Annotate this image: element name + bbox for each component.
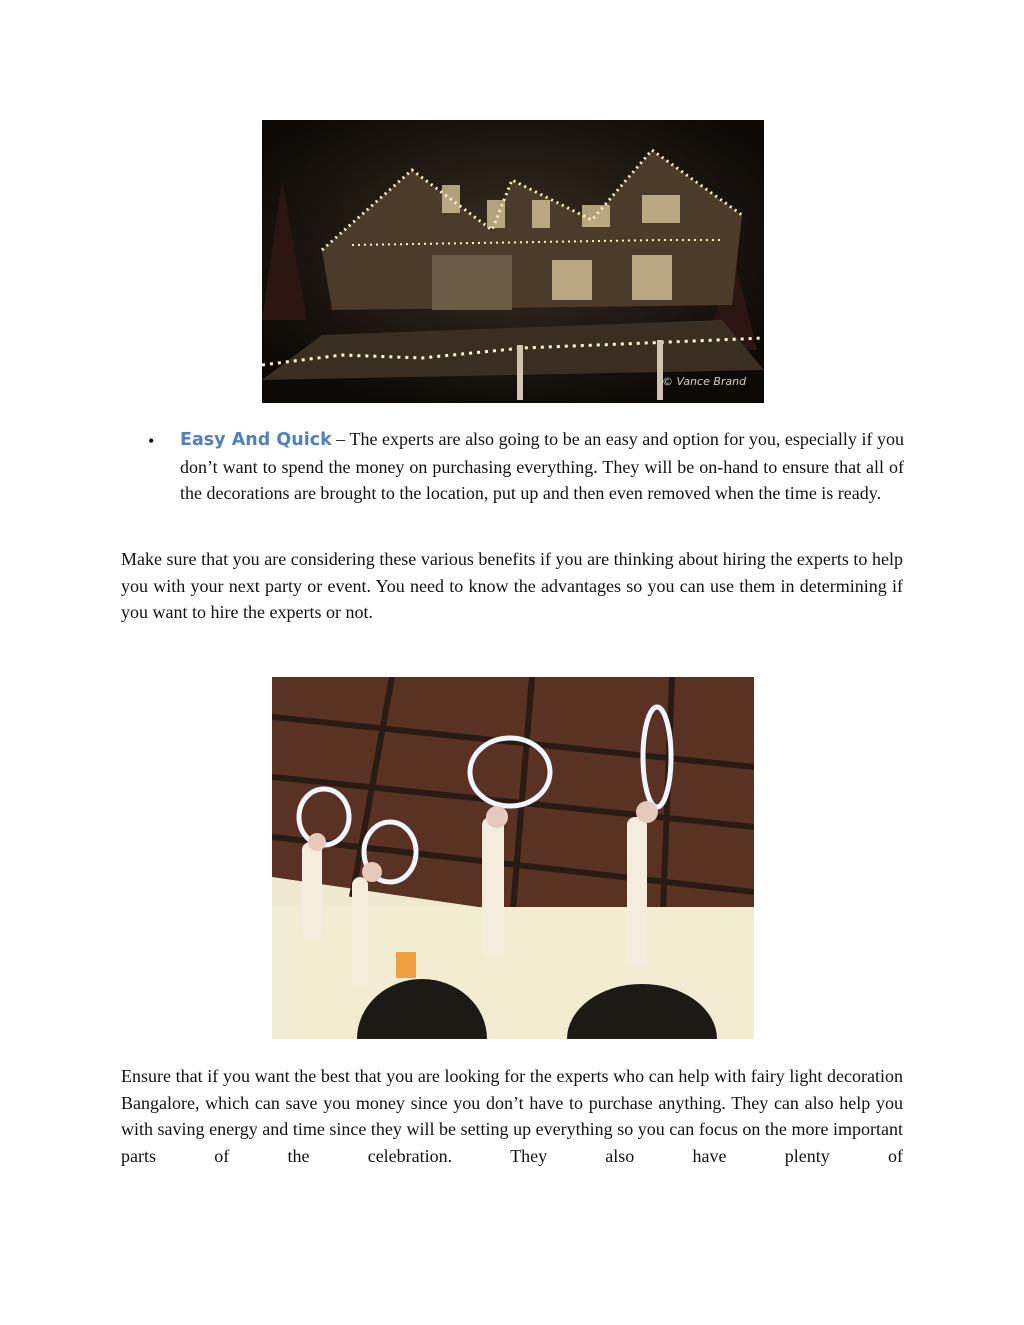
ring-lights-photo [272,677,754,1039]
paragraph-fairy-light-decoration: Ensure that if you want the best that you are looking for the experts who can help with fairy light decoration Bangalore, which can save you money since you don’t have to purchase anything. They can also help you with saving energy and time since they will be setting up everything so you can focus on the more important parts of the celebration. They also have plenty of [121,1066,903,1166]
bullet-heading: Easy And Quick [180,430,332,450]
bullet-item-easy-and-quick [148,426,904,507]
bullet-item-text [180,426,904,507]
bullet-marker-icon: • [148,431,155,451]
paragraph-benefits: Make sure that you are considering these various benefits if you are thinking about hiring the experts to help you with your next party or event. You need to know the advantages so you can use them in determining if you want to hire the experts or not. [121,549,903,622]
bullet-body: – The experts are also going to be an easy and option for you, especially if you don’t want to spend the money on purchasing everything. They will be on-hand to ensure that all of the decorations are brought to the location, put up and then even removed when the time is ready. [180,429,904,503]
svg-text:© Vance Brand: © Vance Brand [662,375,747,388]
house-lights-photo [262,120,764,403]
